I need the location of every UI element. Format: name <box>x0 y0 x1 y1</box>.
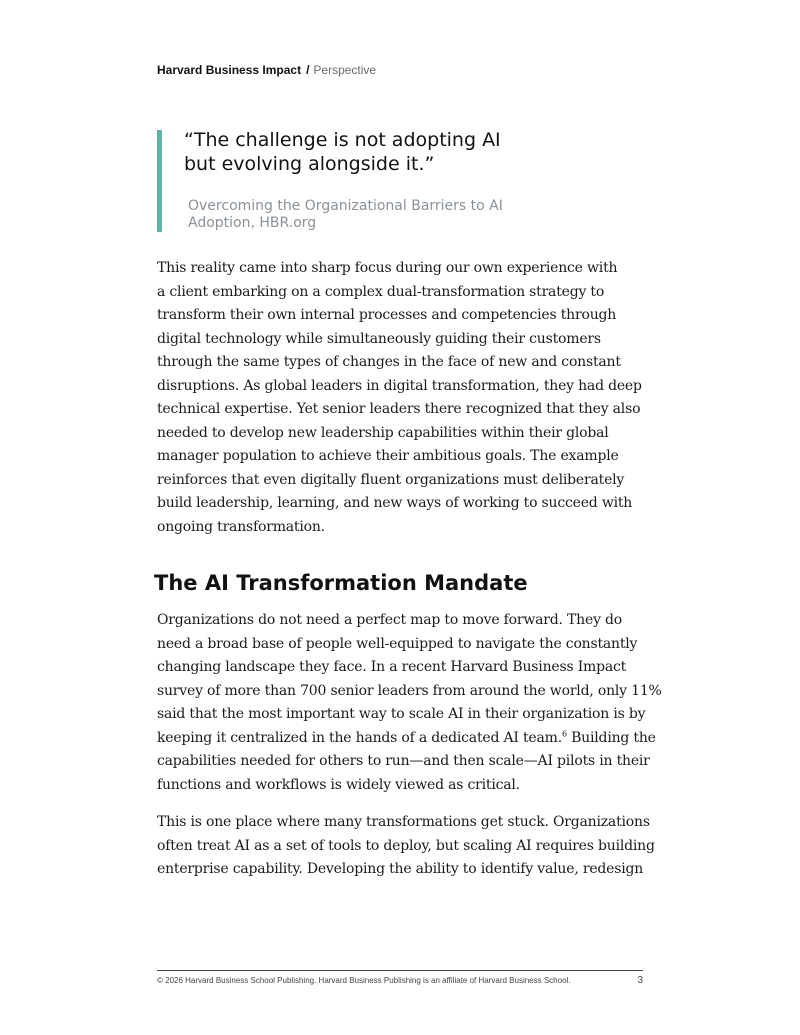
paragraph-line: disruptions. As global leaders in digital transformation, they had deep <box>157 377 642 394</box>
header-separator: / <box>306 63 310 77</box>
pull-quote-accent-bar <box>157 130 162 232</box>
paragraph-line: This is one place where many transformations get stuck. Organizations <box>157 814 650 830</box>
header-brand: Harvard Business Impact <box>157 63 302 77</box>
paragraph-line: manager population to achieve their ambitious goals. The example <box>157 448 619 464</box>
paragraph-line-with-footnote <box>157 727 657 751</box>
footnote-line-text: keeping it centralized in the hands of a dedicated AI team. <box>157 729 562 746</box>
pull-quote <box>157 130 597 232</box>
running-header <box>157 62 376 78</box>
page-number: 3 <box>637 975 643 986</box>
paragraph-line: reinforces that even digitally fluent organizations must deliberately <box>157 471 625 488</box>
paragraph-line: capabilities needed for others to run—and then scale—AI pilots in their <box>157 753 650 769</box>
paragraph-line: functions and workflows is widely viewed as critical. <box>157 776 520 793</box>
paragraph-line: ongoing transformation. <box>157 518 325 535</box>
paragraph-line: digital technology while simultaneously guiding their customers <box>157 330 601 347</box>
paragraph-line: needed to develop new leadership capabilities within their global <box>157 424 609 441</box>
footer-copyright: © 2026 Harvard Business School Publishing. Harvard Business Publishing is an affiliate of Harvard Business School. <box>157 976 571 985</box>
paragraph-line: This reality came into sharp focus during our own experience with <box>157 260 618 276</box>
footnote-line-text-after: Building the <box>566 729 656 746</box>
paragraph-line: changing landscape they face. In a recent Harvard Business Impact <box>157 659 627 675</box>
paragraph-line: Organizations do not need a perfect map to move forward. They do <box>157 612 623 628</box>
paragraph-line: build leadership, learning, and new ways of working to succeed with <box>157 495 633 511</box>
paragraph-line: enterprise capability. Developing the ability to identify value, redesign <box>157 861 644 877</box>
footer-divider <box>157 970 643 971</box>
pull-quote-source: Overcoming the Organizational Barriers to AI Adoption, HBR.org <box>188 198 503 231</box>
paragraph-line: need a broad base of people well-equipped to navigate the constantly <box>157 635 638 652</box>
paragraph-line: transform their own internal processes and competencies through <box>157 307 617 323</box>
paragraph-line: through the same types of changes in the face of new and constant <box>157 354 621 370</box>
section-heading: The AI Transformation Mandate <box>154 571 528 595</box>
footnote-reference[interactable]: 6 <box>561 728 567 738</box>
pull-quote-text: “The challenge is not adopting AI but evolving alongside it.” <box>184 129 501 175</box>
paragraph-line: technical expertise. Yet senior leaders there recognized that they also <box>157 401 641 417</box>
paragraph-line: said that the most important way to scale AI in their organization is by <box>157 706 646 722</box>
paragraph-line: a client embarking on a complex dual-transformation strategy to <box>157 283 605 300</box>
intro-paragraph <box>157 257 657 539</box>
paragraph-line: survey of more than 700 senior leaders from around the world, only 11% <box>157 682 662 699</box>
mandate-paragraph <box>157 609 662 797</box>
stuck-paragraph <box>157 811 657 882</box>
header-section: Perspective <box>313 63 377 77</box>
paragraph-line: often treat AI as a set of tools to deploy, but scaling AI requires building <box>157 837 655 854</box>
